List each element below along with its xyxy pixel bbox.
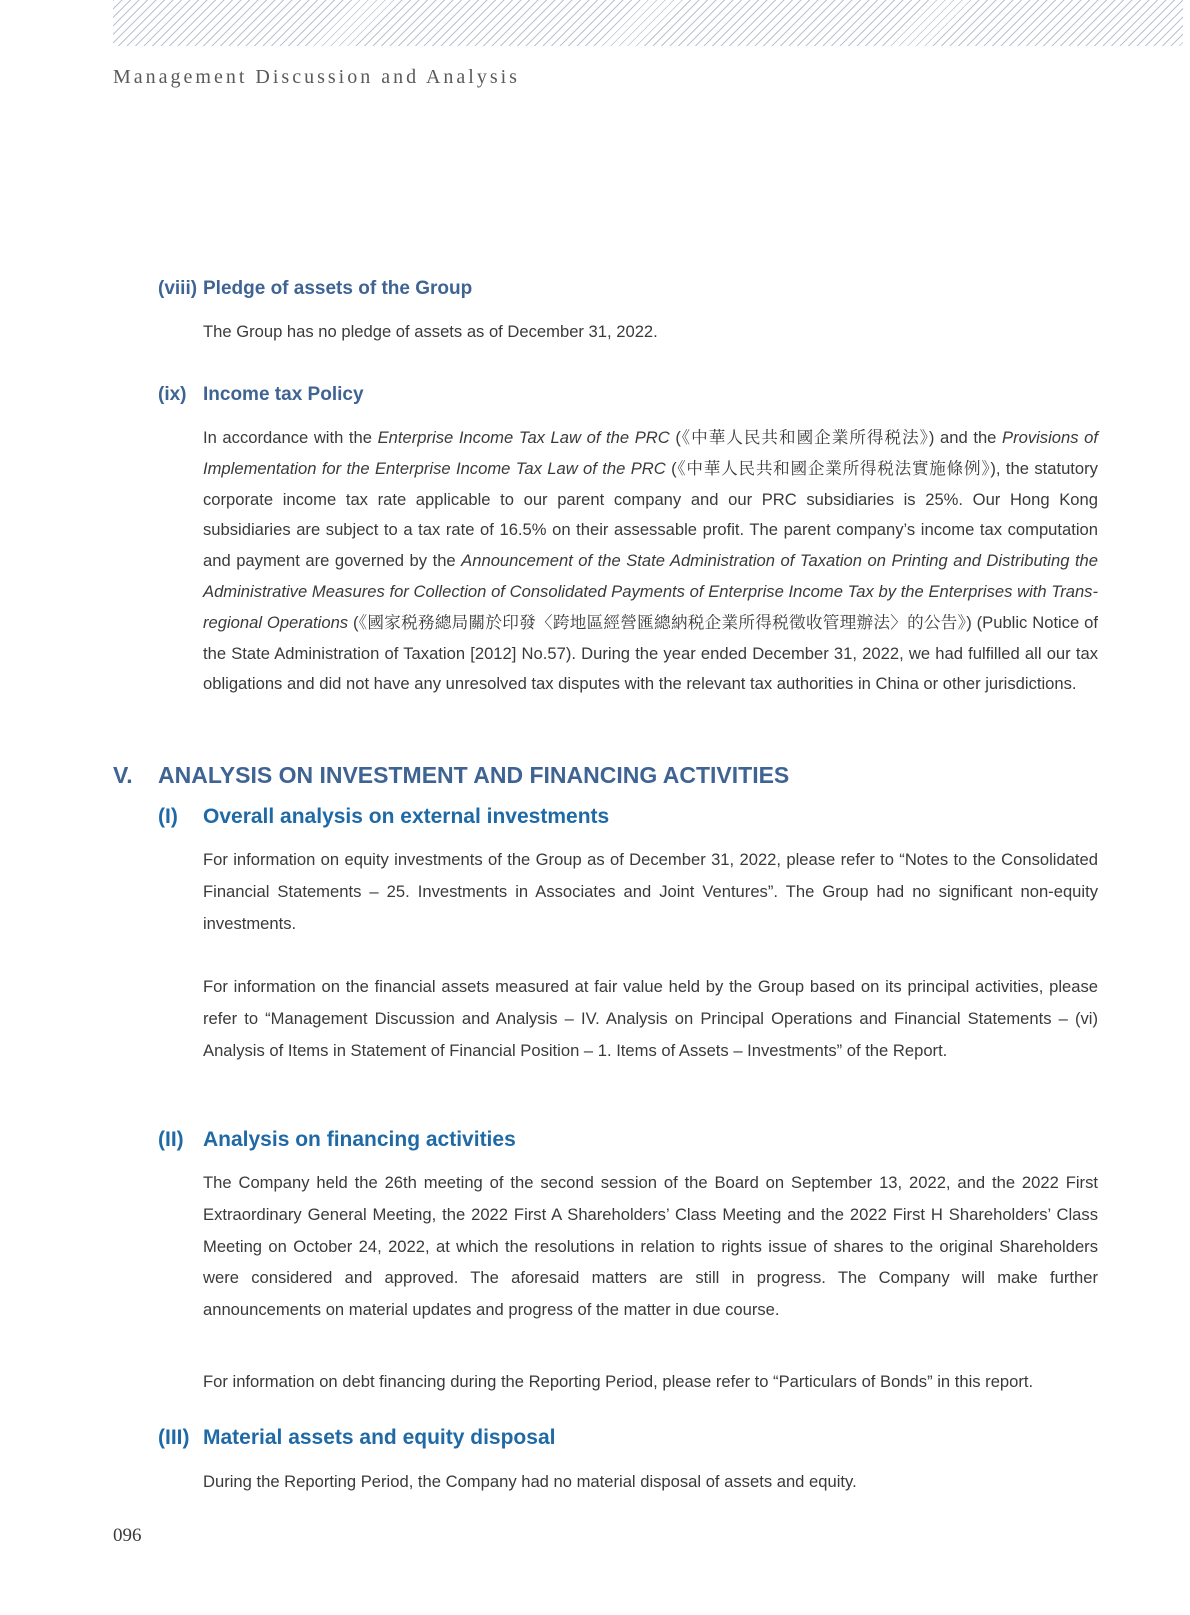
law-title-3: Announcement of the State Administration of Taxation on Printing and Distributing the Administrative Measures for Collection of Consolidated Payments of Enterprise Income Tax by the Enterprises with Trans-regional Operations [203,551,1099,632]
section-v-title: ANALYSIS ON INVESTMENT AND FINANCING ACTIVITIES [158,762,790,788]
section-v-heading [113,762,789,789]
disposal-text: During the Reporting Period, the Company had no material disposal of assets and equity. [203,1472,857,1491]
disposal-number: (III) [158,1426,190,1449]
disposal-heading [158,1426,555,1450]
external-investments-number: (I) [158,805,178,828]
financing-paragraph-1: The Company held the 26th meeting of the second session of the Board on September 13, 2022, and the 2022 First Extraordinary General Meeting, the 2022 First A Shareholders’ Class Meeting and the 2022 First H Shareholders’ Class Meeting on October 24, 2022, at which the resolutions in relation to rights issue of shares to the original Shareholders were considered and approved. The aforesaid matters are still in progress. The Company will make further announcements on material updates and progress of the matter in due course. [203,1173,1098,1320]
law-title-1: Enterprise Income Tax Law of the PRC [377,428,670,447]
income-tax-heading [158,384,364,406]
financing-title: Analysis on financing activities [203,1128,516,1151]
disposal-title: Material assets and equity disposal [203,1426,556,1449]
financing-paragraph-2: For information on debt financing during the Reporting Period, please refer to “Particulars of Bonds” in this report. [203,1372,1034,1391]
running-title: Management Discussion and Analysis [113,66,520,88]
pledge-number: (viii) [158,278,198,299]
header-hatch-band [113,0,1183,46]
page-number: 096 [113,1525,142,1546]
income-tax-text-3: (《中華人民共和國企業所得税法實施條例》), the statutory corporate income tax rate applicable to our parent company and our PRC subsidiaries is 25%. Our Hong Kong subsidiaries are subject to a tax rate of 16.5% on their assessable profit. The parent company’s income tax computation and payment are governed by the [203,458,1098,571]
financing-heading [158,1128,516,1152]
income-tax-text-1: In accordance with the [203,428,378,447]
external-investments-paragraph-1: For information on equity investments of the Group as of December 31, 2022, please refer to “Notes to the Consolidated Financial Statements – 25. Investments in Associates and Joint Ventures”. The Group had no significant non-equity investments. [203,850,1098,933]
income-tax-paragraph [203,423,1098,700]
pledge-title: Pledge of assets of the Group [203,278,473,299]
pledge-heading [158,278,472,300]
financing-number: (II) [158,1128,184,1151]
income-tax-text-4: (《國家税務總局關於印發〈跨地區經營匯總納税企業所得税徵收管理辦法〉的公告》) (Public Notice of the State Administration of Taxation [2012] No.57). During the year ended December 31, 2022, we had fulfilled all our tax obligations and did not have any unresolved tax disputes with the relevant tax authorities in China or other jurisdictions. [203,612,1098,694]
income-tax-text-2: (《中華人民共和國企業所得税法》) and the [669,428,1002,447]
pledge-text: The Group has no pledge of assets as of December 31, 2022. [203,322,658,341]
income-tax-number: (ix) [158,384,187,405]
income-tax-title: Income tax Policy [203,384,364,405]
external-investments-title: Overall analysis on external investments [203,805,610,828]
external-investments-heading [158,805,609,829]
law-title-2: Provisions of Implementation for the Enterprise Income Tax Law of the PRC [203,428,1098,478]
section-v-number: V. [113,762,133,788]
external-investments-paragraph-2: For information on the financial assets measured at fair value held by the Group based on its principal activities, please refer to “Management Discussion and Analysis – IV. Analysis on Principal Operations and Financial Statements – (vi) Analysis of Items in Statement of Financial Position – 1. Items of Assets – Investments” of the Report. [203,977,1098,1060]
